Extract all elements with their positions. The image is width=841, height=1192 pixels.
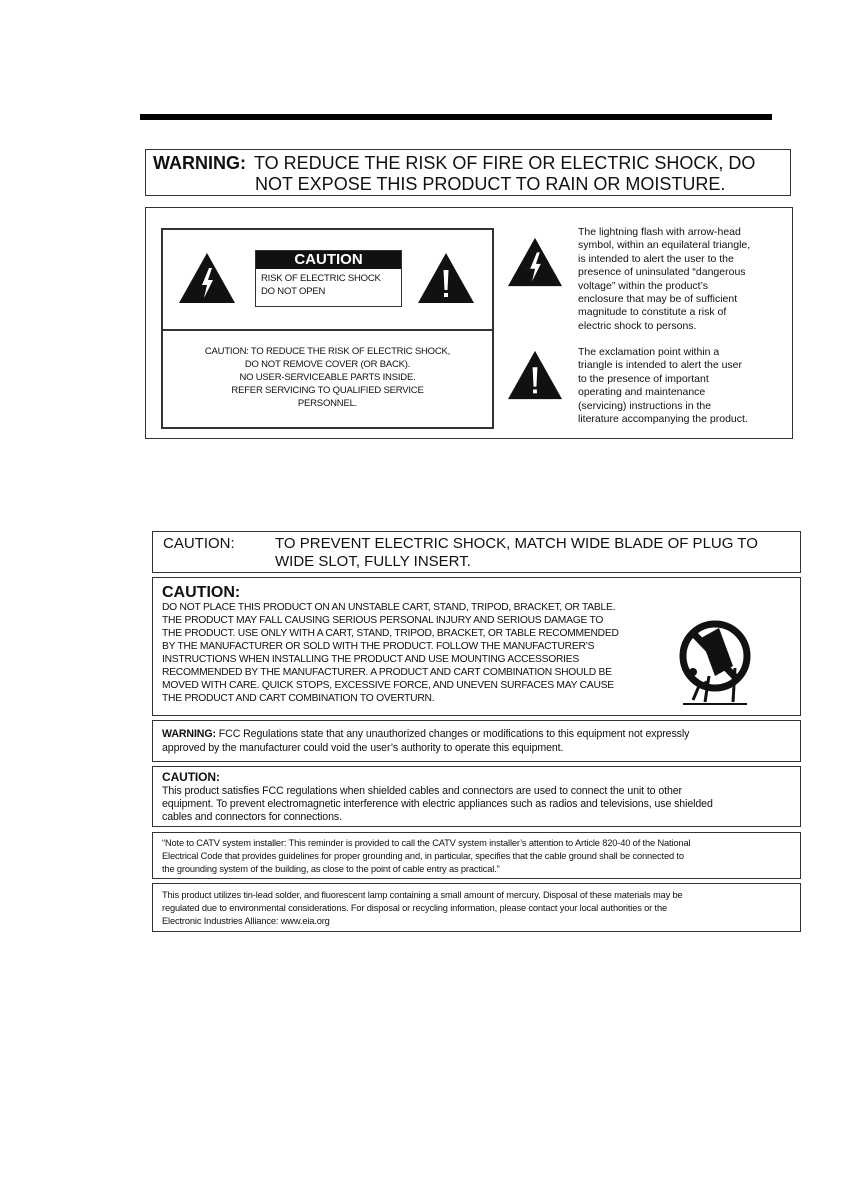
fcc-warning-line-1: FCC Regulations state that any unauthorized changes or modifications to this equipment not expressly: [218, 728, 690, 740]
caution-lower-line-4: REFER SERVICING TO QUALIFIED SERVICE: [231, 385, 424, 396]
catv-note-line: the grounding system of the building, as close to the point of cable entry as practical.”: [162, 864, 500, 874]
lightning-explanation: The lightning flash with arrow-head symbol, within an equilateral triangle, is intended to alert the user to the presence of uninsulated “dangerous voltage” within the product’s enclosure that may be of sufficient magnitude to constitute a risk of electric shock to persons.: [578, 226, 751, 332]
fcc-warning-line-2: approved by the manufacturer could void the user’s authority to operate this equipment.: [162, 742, 564, 754]
exclamation-triangle-icon: [417, 252, 475, 304]
warning-rain-box: [145, 149, 791, 196]
caution-cart-line: MOVED WITH CARE. QUICK STOPS, EXCESSIVE FORCE, AND UNEVEN SURFACES MAY CAUSE: [162, 680, 614, 691]
header-rule: [140, 114, 772, 120]
caution-cart-line: THE PRODUCT AND CART COMBINATION TO OVERTURN.: [162, 693, 435, 704]
caution-cart-box: [152, 577, 801, 716]
caution-lower-line-3: NO USER-SERVICEABLE PARTS INSIDE.: [239, 372, 416, 383]
catv-note-line: Electrical Code that provides guidelines for proper grounding and, in particular, specifies that the cable ground shall be connected to: [162, 851, 684, 861]
warning-text-line-2: NOT EXPOSE THIS PRODUCT TO RAIN OR MOISTURE.: [255, 174, 726, 194]
caution-cart-line: INSTRUCTIONS WHEN INSTALLING THE PRODUCT AND USE MOUNTING ACCESSORIES: [162, 654, 579, 665]
fcc-caution-line: cables and connectors for connections.: [162, 811, 342, 823]
caution-plug-box: [152, 531, 801, 573]
warning-label: WARNING:: [153, 153, 246, 173]
cart-tip-over-warning-icon: [679, 616, 751, 710]
lightning-triangle-icon: [507, 236, 563, 288]
caution-lower-line-5: PERSONNEL.: [297, 398, 358, 409]
catv-note-line: “Note to CATV system installer: This reminder is provided to call the CATV system installer’s attention to Article 820-40 of the National: [162, 838, 691, 848]
caution-cart-line: BY THE MANUFACTURER OR SOLD WITH THE PRODUCT. FOLLOW THE MANUFACTURER’S: [162, 641, 595, 652]
fcc-caution-box: [152, 766, 801, 827]
fcc-caution-line: equipment. To prevent electromagnetic interference with electric appliances such as radios and televisions, use shielded: [162, 798, 713, 810]
caution-plug-line-1: TO PREVENT ELECTRIC SHOCK, MATCH WIDE BLADE OF PLUG TO: [275, 535, 758, 552]
caution-sticker-line-2: DO NOT OPEN: [261, 286, 326, 297]
caution-cart-line: THE PRODUCT MAY FALL CAUSING SERIOUS PERSONAL INJURY AND SERIOUS DAMAGE TO: [162, 615, 604, 626]
caution-plug-label: CAUTION:: [163, 535, 235, 552]
caution-plug-line-2: WIDE SLOT, FULLY INSERT.: [275, 553, 471, 570]
warning-text-line-1: TO REDUCE THE RISK OF FIRE OR ELECTRIC SHOCK, DO: [254, 153, 756, 173]
solder-note-box: [152, 883, 801, 932]
fcc-caution-title: CAUTION:: [162, 770, 220, 784]
exclamation-explanation: The exclamation point within a triangle is intended to alert the user to the presence of important operating and maintenance (servicing) instructions in the literature accompanying the product.: [578, 346, 748, 426]
catv-note-box: [152, 832, 801, 879]
caution-cart-line: DO NOT PLACE THIS PRODUCT ON AN UNSTABLE CART, STAND, TRIPOD, BRACKET, OR TABLE.: [162, 602, 616, 613]
lightning-triangle-icon: [178, 252, 236, 304]
solder-note-line: This product utilizes tin-lead solder, and fluorescent lamp containing a small amount of mercury. Disposal of these materials may be: [162, 890, 683, 900]
fcc-warning-box: [152, 720, 801, 762]
caution-lower-line-2: DO NOT REMOVE COVER (OR BACK).: [244, 359, 411, 370]
caution-label-panel: [161, 228, 494, 429]
caution-sticker-title: CAUTION: [256, 251, 401, 269]
caution-panel-divider: [163, 329, 492, 331]
caution-sticker-line-1: RISK OF ELECTRIC SHOCK: [261, 273, 381, 284]
caution-sticker: [255, 250, 402, 307]
caution-cart-line: THE PRODUCT. USE ONLY WITH A CART, STAND, TRIPOD, BRACKET, OR TABLE RECOMMENDED: [162, 628, 619, 639]
caution-lower-line-1: CAUTION: TO REDUCE THE RISK OF ELECTRIC SHOCK,: [204, 346, 451, 357]
exclamation-triangle-icon: [507, 349, 563, 401]
caution-cart-title: CAUTION:: [162, 584, 241, 601]
solder-note-line: regulated due to environmental considerations. For disposal or recycling information, please contact your local authorities or the: [162, 903, 668, 913]
fcc-warning-label: WARNING:: [162, 728, 216, 740]
safety-symbols-box: [145, 207, 793, 439]
solder-note-line: Electronic Industries Alliance: www.eia.org: [162, 916, 330, 926]
caution-cart-line: RECOMMENDED BY THE MANUFACTURER. A PRODUCT AND CART COMBINATION SHOULD BE: [162, 667, 612, 678]
fcc-caution-line: This product satisfies FCC regulations when shielded cables and connectors are used to connect the unit to other: [162, 785, 682, 797]
